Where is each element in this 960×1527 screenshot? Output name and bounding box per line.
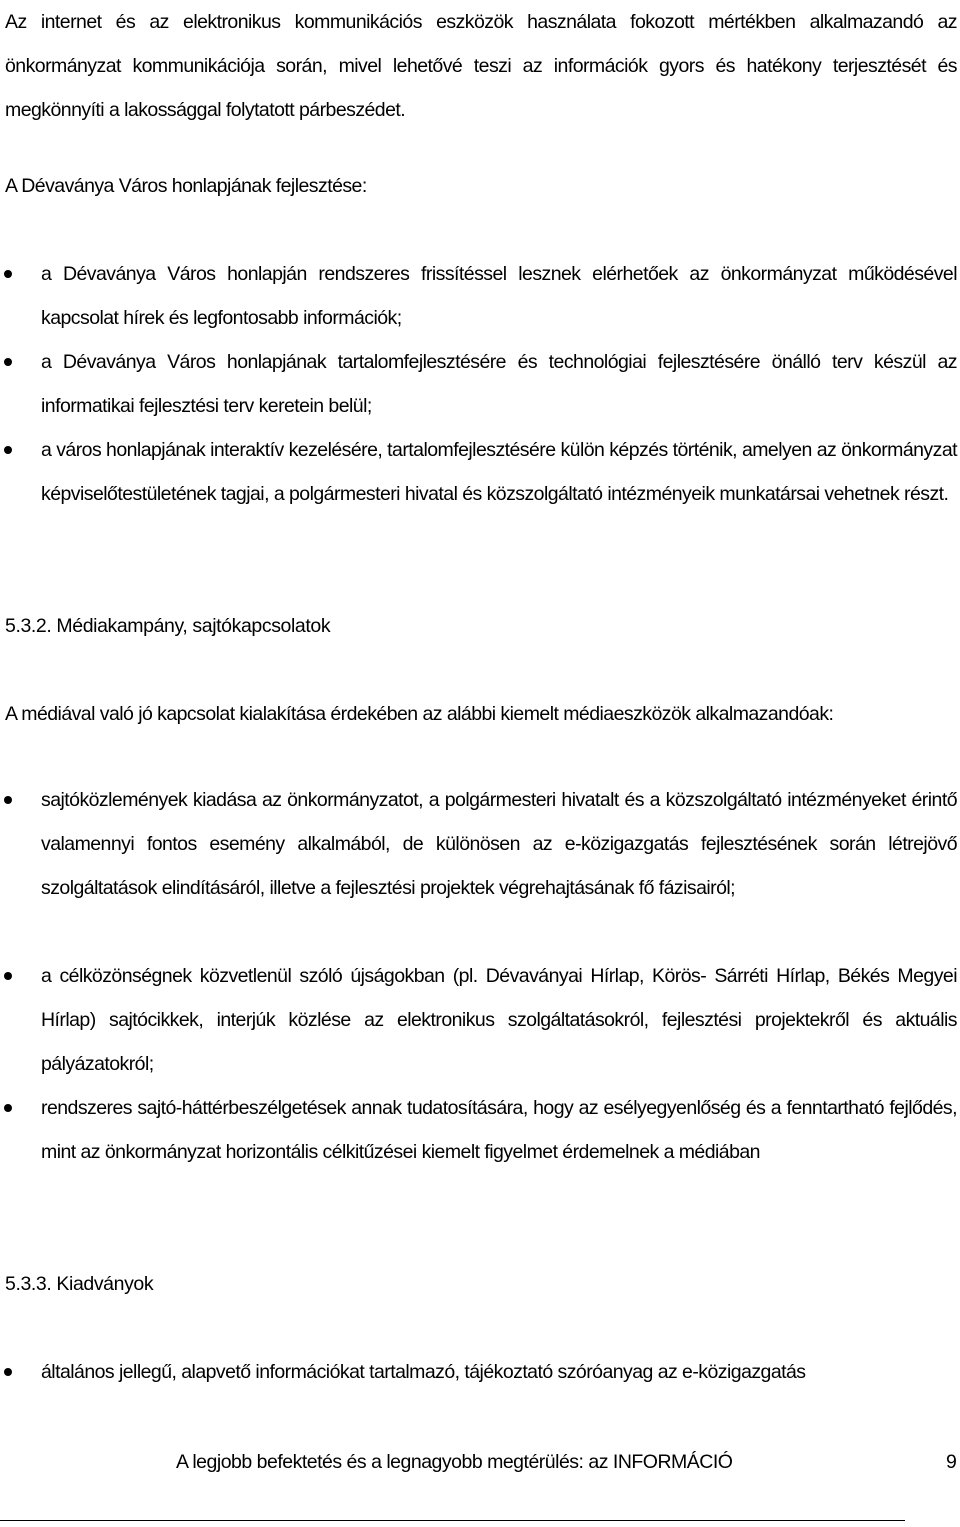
footer-divider [0,1520,905,1521]
website-section-title: A Dévaványa Város honlapjának fejlesztése: [5,175,367,197]
bullet-icon [4,972,12,980]
list-item-text: általános jellegű, alapvető információkat tartalmazó, tájékoztató szóróanyag az e-közigazgatás [41,1361,806,1383]
list-item-text: rendszeres sajtó-háttérbeszélgetések annak tudatosítására, hogy az esélyegyenlőség és a fenntartható fejlődés, mint az önkormányzat horizontális célkitűzései kiemelt figyelmet érdemelnek a médiában [41,1097,957,1163]
list-item-text: a Dévaványa Város honlapján rendszeres frissítéssel lesznek elérhetőek az önkormányzat működésével kapcsolat hírek és legfontosabb információk; [41,263,957,329]
intro-paragraph: Az internet és az elektronikus kommunikációs eszközök használata fokozott mértékben alkalmazandó az önkormányzat kommunikációja során, mivel lehetővé teszi az információk gyors és hatékony terjesztését és megkönnyíti a lakossággal folytatott párbeszédet. [5,11,957,121]
list-item [0,340,957,428]
list-item [0,1350,957,1394]
list-item-text: a célközönségnek közvetlenül szóló újságokban (pl. Dévaványai Hírlap, Körös- Sárréti Hírlap, Békés Megyei Hírlap) sajtócikkek, interjúk közlése az elektronikus szolgáltatásokról, fejlesztési projektekről és aktuális pályázatokról; [41,965,957,1075]
footer-title: A legjobb befektetés és a legnagyobb megtérülés: az INFORMÁCIÓ [176,1451,733,1473]
bullet-icon [4,358,12,366]
list-item-text: a Dévaványa Város honlapjának tartalomfejlesztésére és technológiai fejlesztésére önálló terv készül az informatikai fejlesztési terv keretein belül; [41,351,957,417]
bullet-icon [4,446,12,454]
bullet-icon [4,1104,12,1112]
page-footer [0,1447,960,1477]
list-item [0,252,957,340]
list-item [0,778,957,910]
list-item [0,954,957,1086]
media-intro-paragraph: A médiával való jó kapcsolat kialakítása érdekében az alábbi kiemelt médiaeszközök alkalmazandóak: [5,703,834,725]
publications-section-heading: 5.3.3. Kiadványok [5,1273,154,1295]
page-number: 9 [946,1451,957,1473]
bullet-icon [4,1368,12,1376]
list-item [0,1086,957,1174]
list-item-text: sajtóközlemények kiadása az önkormányzatot, a polgármesteri hivatalt és a közszolgáltató intézményeket érintő valamennyi fontos esemény alkalmából, de különösen az e-közigazgatás fejlesztésének során létrejövő szolgáltatások elindításáról, illetve a fejlesztési projektek végrehajtásának fő fázisairól; [41,789,957,899]
list-item-text: a város honlapjának interaktív kezelésére, tartalomfejlesztésére külön képzés történik, amelyen az önkormányzat képviselőtestületének tagjai, a polgármesteri hivatal és közszolgáltató intézményeik munkatársai vehetnek részt. [41,439,957,505]
media-section-heading: 5.3.2. Médiakampány, sajtókapcsolatok [5,615,331,637]
bullet-icon [4,270,12,278]
list-item [0,428,957,516]
bullet-icon [4,796,12,804]
